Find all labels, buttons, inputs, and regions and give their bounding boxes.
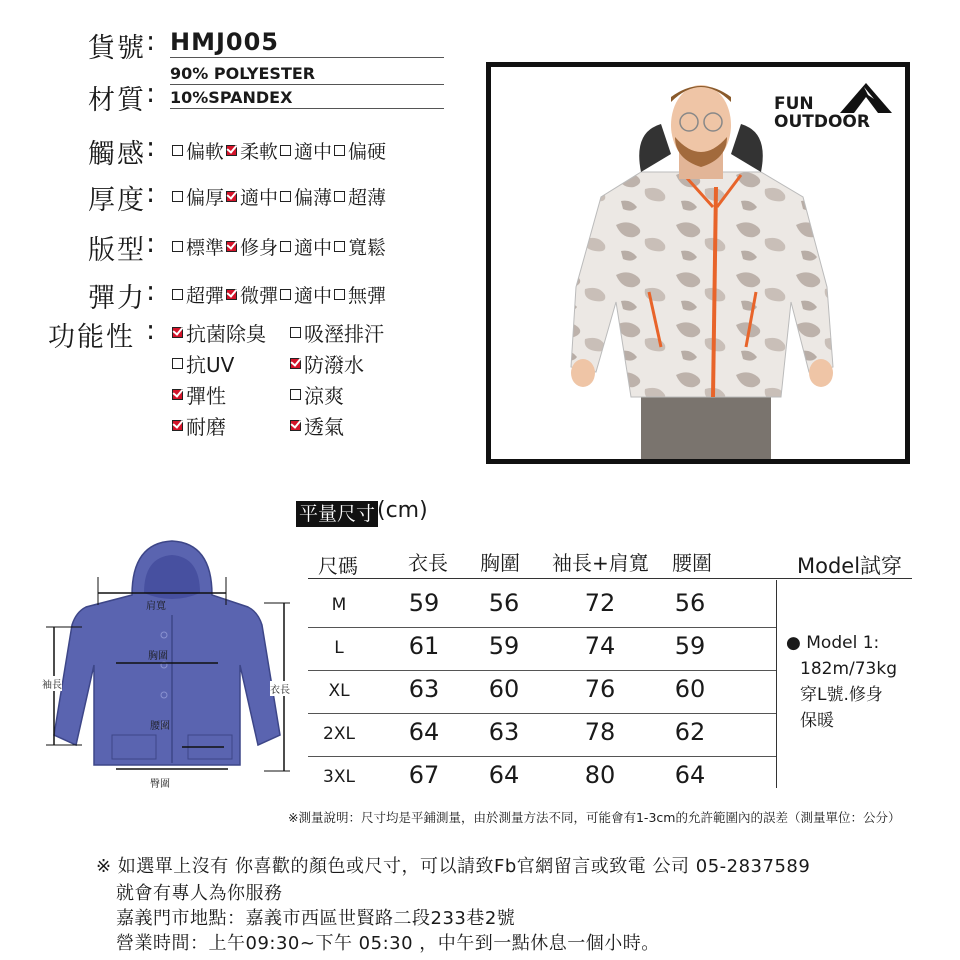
option-text: 適中	[294, 285, 333, 307]
option-item	[226, 233, 278, 260]
size-chart-unit: (cm)	[377, 498, 428, 523]
attribute-label: 版型	[88, 235, 146, 266]
chest-label: 胸圍	[148, 651, 168, 662]
option-item	[334, 137, 386, 164]
model-info	[786, 630, 897, 734]
option-text: 超彈	[186, 285, 225, 307]
checked-box-icon	[172, 327, 183, 338]
checked-box-icon	[290, 420, 301, 431]
brand-name-line2: OUTDOOR	[774, 112, 870, 132]
colon: :	[146, 228, 156, 259]
attribute-options	[172, 183, 388, 210]
checkbox-icon	[280, 241, 291, 252]
option-item	[226, 281, 278, 308]
brand-name-line1: FUN	[774, 94, 814, 114]
checkbox-icon	[334, 145, 345, 156]
colon: :	[146, 132, 156, 163]
model-line-1: Model 1:	[806, 633, 880, 653]
option-item	[334, 233, 386, 260]
checked-box-icon	[290, 358, 301, 369]
model-line-3: 穿L號.修身	[800, 685, 883, 705]
option-item	[226, 183, 278, 210]
checkbox-icon	[334, 241, 345, 252]
colon: :	[146, 78, 156, 109]
colon: :	[146, 26, 156, 57]
measurement-cell: 64	[488, 761, 520, 789]
attribute-label: 觸感	[88, 139, 146, 170]
header-waist: 腰圍	[672, 551, 712, 575]
checked-box-icon	[226, 241, 237, 252]
option-text: 標準	[186, 237, 225, 259]
option-item	[172, 233, 224, 260]
function-option	[172, 318, 288, 347]
measurement-cell: 67	[408, 761, 440, 789]
option-text: 抗菌除臭	[186, 322, 266, 346]
colon: :	[146, 315, 156, 346]
checked-box-icon	[172, 420, 183, 431]
measurement-cell: 59	[488, 632, 520, 660]
function-option	[290, 318, 418, 347]
option-text: 適中	[294, 141, 333, 163]
option-item	[280, 281, 332, 308]
measurement-cell: 63	[488, 718, 520, 746]
option-text: 偏薄	[294, 187, 333, 209]
measurement-cell: 60	[674, 675, 706, 703]
checkbox-icon	[290, 389, 301, 400]
option-text: 柔軟	[240, 141, 279, 163]
function-option	[172, 349, 288, 378]
size-cell: 3XL	[323, 767, 355, 787]
table-header-rule	[308, 578, 912, 579]
checked-box-icon	[226, 191, 237, 202]
measurement-cell: 78	[584, 718, 616, 746]
checkbox-icon	[172, 191, 183, 202]
checkbox-icon	[334, 289, 345, 300]
jacket-diagram-illustration	[42, 535, 292, 797]
checkbox-icon	[172, 289, 183, 300]
option-text: 微彈	[240, 285, 279, 307]
checkbox-icon	[280, 191, 291, 202]
length-label: 衣長	[270, 681, 290, 696]
header-chest: 胸圍	[480, 551, 520, 575]
attribute-label: 厚度	[88, 185, 146, 216]
hem-label: 臀圍	[150, 779, 170, 790]
footer-line-4: 營業時間：上午09:30~下午 05:30 ，中午到一點休息一個小時。	[116, 933, 660, 954]
measurement-cell: 64	[674, 761, 706, 789]
option-item	[172, 137, 224, 164]
model-line-2: 182m/73kg	[800, 659, 898, 679]
row-divider	[308, 670, 776, 671]
attribute-options	[172, 281, 388, 308]
model-photo	[486, 62, 910, 464]
footer-line-2: 就會有專人為你服務	[116, 883, 283, 904]
material-line-1: 90% POLYESTER	[170, 64, 444, 85]
measurement-cell: 56	[488, 589, 520, 617]
function-option	[172, 380, 288, 409]
waist-label: 腰圍	[150, 721, 170, 732]
measurement-cell: 62	[674, 718, 706, 746]
measurement-cell: 63	[408, 675, 440, 703]
sleeve-label: 袖長	[42, 676, 62, 691]
option-text: 涼爽	[304, 384, 344, 408]
option-text: 無彈	[348, 285, 387, 307]
function-option	[290, 380, 418, 409]
option-item	[280, 233, 332, 260]
function-options	[172, 318, 420, 440]
size-cell: XL	[328, 681, 350, 701]
model-line-4: 保暖	[800, 711, 834, 731]
measurement-cell: 60	[488, 675, 520, 703]
footer-line-3: 嘉義門市地點：嘉義市西區世賢路二段233巷2號	[116, 908, 516, 929]
attribute-label: 彈力	[88, 283, 146, 314]
size-cell: L	[334, 638, 344, 658]
function-option	[172, 411, 288, 440]
option-text: 超薄	[348, 187, 387, 209]
option-item	[172, 281, 224, 308]
measurement-cell: 72	[584, 589, 616, 617]
material-label: 材質	[88, 85, 146, 116]
attribute-options	[172, 137, 388, 164]
checkbox-icon	[172, 145, 183, 156]
row-divider	[308, 713, 776, 714]
checked-box-icon	[226, 289, 237, 300]
option-item	[334, 281, 386, 308]
option-text: 寬鬆	[348, 237, 387, 259]
mountain-icon	[840, 81, 892, 115]
size-cell: M	[331, 595, 347, 615]
measurement-cell: 76	[584, 675, 616, 703]
checkbox-icon	[290, 327, 301, 338]
option-text: 防潑水	[304, 353, 364, 377]
function-option	[290, 349, 418, 378]
checkbox-icon	[334, 191, 345, 202]
item-no-value: HMJ005	[170, 28, 444, 58]
option-text: 適中	[294, 237, 333, 259]
header-model: Model試穿	[797, 554, 903, 578]
measurement-note: ※測量說明：尺寸均是平鋪測量，由於測量方法不同，可能會有1-3cm的允許範圍內的誤差（測量單位：公分）	[288, 810, 901, 825]
measurement-cell: 61	[408, 632, 440, 660]
checkbox-icon	[172, 358, 183, 369]
measurement-cell: 56	[674, 589, 706, 617]
header-sleeve-shoulder: 袖長+肩寬	[552, 551, 649, 575]
colon: :	[146, 276, 156, 307]
checkbox-icon	[280, 145, 291, 156]
option-text: 偏軟	[186, 141, 225, 163]
checkbox-icon	[172, 241, 183, 252]
checked-box-icon	[226, 145, 237, 156]
option-text: 抗UV	[186, 353, 235, 377]
row-divider	[308, 627, 776, 628]
function-label: 功能性	[48, 322, 135, 353]
size-chart-title: 平量尺寸	[296, 501, 378, 527]
header-size: 尺碼	[318, 554, 358, 578]
option-item	[334, 183, 386, 210]
option-text: 偏硬	[348, 141, 387, 163]
measurement-diagram	[42, 535, 292, 797]
option-item	[280, 183, 332, 210]
measurement-cell: 80	[584, 761, 616, 789]
option-text: 吸溼排汗	[304, 322, 384, 346]
material-line-2: 10%SPANDEX	[170, 88, 444, 109]
size-cell: 2XL	[323, 724, 355, 744]
measurement-cell: 59	[408, 589, 440, 617]
table-column-divider	[776, 580, 777, 788]
option-text: 耐磨	[186, 415, 226, 439]
brand-logo	[774, 81, 894, 137]
option-item	[226, 137, 278, 164]
shoulder-label: 肩寬	[146, 601, 166, 612]
option-item	[280, 137, 332, 164]
measurement-cell: 59	[674, 632, 706, 660]
item-no-label: 貨號	[88, 33, 146, 64]
function-option	[290, 411, 418, 440]
checked-box-icon	[172, 389, 183, 400]
option-text: 適中	[240, 187, 279, 209]
row-divider	[308, 756, 776, 757]
checkbox-icon	[280, 289, 291, 300]
option-text: 透氣	[304, 415, 344, 439]
measurement-cell: 74	[584, 632, 616, 660]
attribute-options	[172, 233, 388, 260]
option-item	[172, 183, 224, 210]
measurement-cell: 64	[408, 718, 440, 746]
option-text: 修身	[240, 237, 279, 259]
bullet-icon: ●	[786, 633, 801, 653]
header-length: 衣長	[408, 551, 448, 575]
footer-line-1: ※ 如選單上沒有 你喜歡的顏色或尺寸，可以請致Fb官網留言或致電 公司 05-2837589	[96, 856, 811, 877]
colon: :	[146, 178, 156, 209]
option-text: 偏厚	[186, 187, 225, 209]
option-text: 彈性	[186, 384, 226, 408]
